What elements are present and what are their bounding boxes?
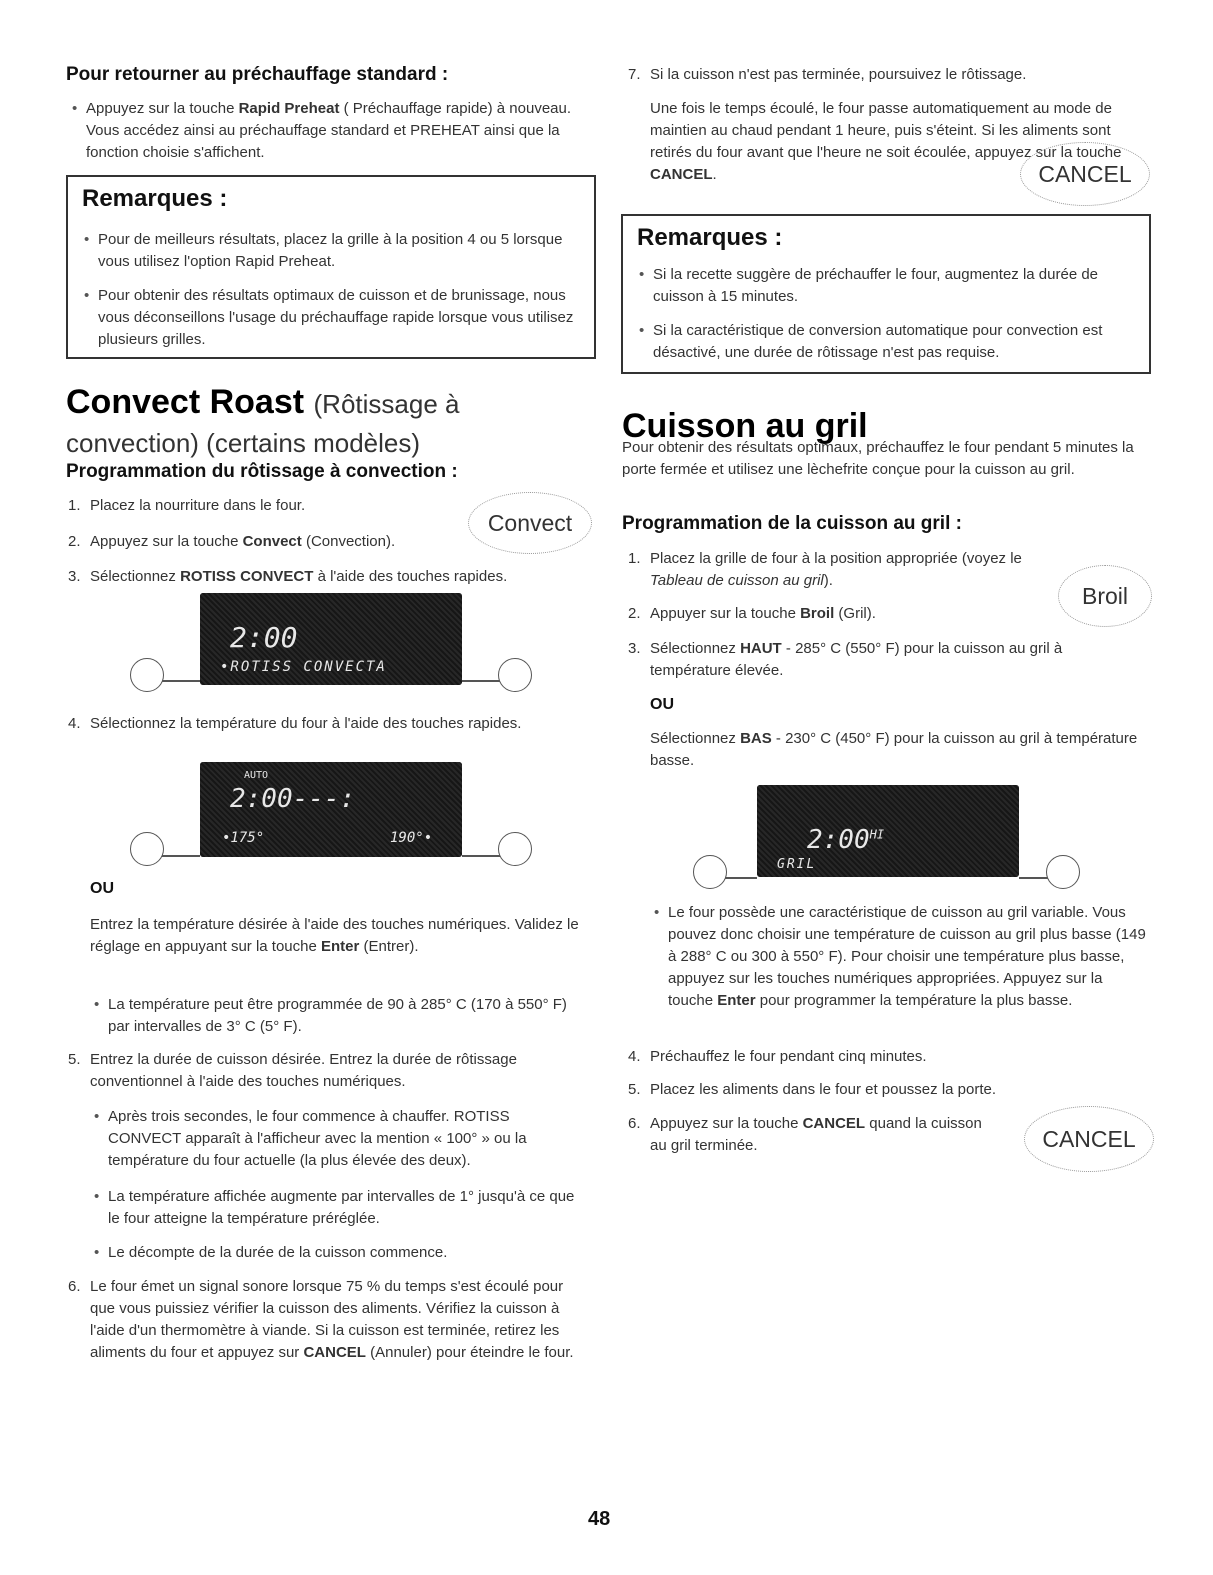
variable-text-c: pour programmer la température la plus basse. bbox=[755, 992, 1073, 1009]
left-knob-3[interactable] bbox=[693, 855, 727, 889]
convect-roast-title-line2: convection) (certains modèles) bbox=[66, 428, 421, 458]
display-2-time: 2:00---: bbox=[230, 784, 356, 814]
step-2-text-c: (Convection). bbox=[301, 533, 396, 550]
step-7-cancel-key: CANCEL bbox=[650, 166, 713, 183]
broil-step-6-key: CANCEL bbox=[802, 1115, 866, 1132]
knob-line bbox=[1019, 877, 1049, 879]
notes-item-1: • Si la recette suggère de préchauffer le four, augmentez la durée de cuisson à 15 minutes. bbox=[653, 264, 1133, 308]
broil-step-3-low bbox=[650, 728, 1140, 772]
temp-range-bullet: • La température peut être programmée de 90 à 285° C (170 à 550° F) par intervalles de 3° C (5° F). bbox=[108, 994, 578, 1038]
display-3-hi: HI bbox=[869, 827, 885, 842]
broil-step-2: 2. Appuyer sur la touche Broil (Gril). bbox=[628, 605, 876, 622]
broil-step-3: 3. Sélectionnez HAUT - 285° C (550° F) pour la cuisson au gril à température élevée. bbox=[628, 640, 1063, 679]
cancel-key-button-2[interactable]: CANCEL bbox=[1024, 1106, 1154, 1172]
title-light: (Rôtissage à bbox=[313, 389, 460, 419]
step-3: 3. Sélectionnez ROTISS CONVECT à l'aide des touches rapides. bbox=[68, 568, 508, 585]
broil-prog-heading: Programmation de la cuisson au gril : bbox=[622, 513, 962, 534]
display-2-auto: AUTO bbox=[244, 770, 269, 781]
title-main: Convect Roast bbox=[66, 383, 305, 421]
preheat-bullet bbox=[86, 98, 586, 164]
broil-step-6-a: Appuyez sur la touche bbox=[650, 1115, 803, 1132]
convect-key-button[interactable]: Convect bbox=[468, 492, 592, 554]
broil-low-key: BAS bbox=[740, 730, 772, 747]
step-5-text: Entrez la durée de cuisson désirée. Entrez la durée de rôtissage conventionnel à l'aide des touches numériques. bbox=[90, 1051, 517, 1090]
notes-title: Remarques : bbox=[82, 185, 228, 212]
step-5-bullet-3: • Le décompte de la durée de la cuisson commence. bbox=[108, 1242, 578, 1264]
broil-step-3-c: - 285° C (550° F) pour la cuisson au gril à température élevée. bbox=[650, 640, 1063, 679]
right-knob-3[interactable] bbox=[1046, 855, 1080, 889]
variable-text-a: Le four possède une caractéristique de cuisson au gril variable. Vous pouvez donc choisir une température de cuisson au gril plus basse (149 à 288° C ou 300 à 550° F). Pour choisir une température plus basse, appuyez sur les touches numériques appropriées. Appuyez sur la touche bbox=[668, 904, 1146, 1009]
broil-step-2-key: Broil bbox=[800, 605, 835, 622]
step-7: 7. Si la cuisson n'est pas terminée, poursuivez le rôtissage. bbox=[628, 66, 1027, 83]
broil-table-ref: Tableau de cuisson au gril bbox=[650, 572, 824, 589]
oven-display-3 bbox=[757, 785, 1019, 877]
display-3-time bbox=[807, 825, 884, 855]
broil-step-6: 6. Appuyez sur la touche CANCEL quand la cuisson au gril terminée. bbox=[628, 1115, 982, 1154]
broil-low-a: Sélectionnez bbox=[650, 730, 741, 747]
step-3-text-a: Sélectionnez bbox=[90, 568, 181, 585]
knob-line bbox=[462, 855, 500, 857]
right-knob-2[interactable] bbox=[498, 832, 532, 866]
right-knob-1[interactable] bbox=[498, 658, 532, 692]
broil-step-1-c: ). bbox=[823, 572, 833, 589]
broil-step-5: 5. Placez les aliments dans le four et poussez la porte. bbox=[628, 1081, 997, 1098]
preheat-heading: Pour retourner au préchauffage standard : bbox=[66, 64, 449, 85]
notes-box-right bbox=[621, 214, 1151, 374]
enter-paragraph bbox=[90, 914, 580, 958]
broil-step-1: 1. Placez la grille de four à la position appropriée (voyez le Tableau de cuisson au gril). bbox=[628, 550, 1022, 589]
step-2-text-a: Appuyez sur la touche bbox=[90, 533, 243, 550]
notes-item-2: • Si la caractéristique de conversion automatique pour convection est désactivé, une durée de rôtissage n'est pas requise. bbox=[653, 320, 1133, 364]
oven-display-2 bbox=[200, 762, 462, 857]
knob-line bbox=[162, 680, 200, 682]
enter-text-a: Entrez la température désirée à l'aide des touches numériques. Validez le réglage en appuyant sur la touche bbox=[90, 916, 579, 955]
display-2-temp-2: 190°• bbox=[390, 830, 433, 846]
variable-enter-key: Enter bbox=[717, 992, 756, 1009]
notes-box-left bbox=[66, 175, 596, 359]
display-3-time-value: 2:00 bbox=[807, 825, 870, 855]
broil-step-2-c: (Gril). bbox=[834, 605, 876, 622]
display-1-time: 2:00 bbox=[230, 621, 298, 654]
broil-key-button[interactable]: Broil bbox=[1058, 565, 1152, 627]
knob-line bbox=[725, 877, 757, 879]
knob-line bbox=[462, 680, 500, 682]
broil-step-5-text: Placez les aliments dans le four et poussez la porte. bbox=[650, 1081, 997, 1098]
oven-display-1 bbox=[200, 593, 462, 685]
step-5-bullet-2: • La température affichée augmente par intervalles de 1° jusqu'à ce que le four atteigne la température préréglée. bbox=[108, 1186, 578, 1230]
step-2-key: Convect bbox=[242, 533, 302, 550]
or-label-right: OU bbox=[650, 696, 674, 713]
step-1: 1. Placez la nourriture dans le four. bbox=[68, 497, 306, 514]
enter-text-c: (Entrer). bbox=[359, 938, 419, 955]
or-label-left: OU bbox=[90, 880, 114, 897]
display-2-temp-1: •175° bbox=[222, 830, 265, 846]
step-7-text: Si la cuisson n'est pas terminée, poursuivez le rôtissage. bbox=[650, 66, 1027, 83]
broil-step-4: 4. Préchauffez le four pendant cinq minutes. bbox=[628, 1048, 927, 1065]
step-7-para-c: . bbox=[712, 166, 717, 183]
step-4-text: Sélectionnez la température du four à l'aide des touches rapides. bbox=[90, 715, 522, 732]
notes-item-1: • Pour de meilleurs résultats, placez la grille à la position 4 ou 5 lorsque vous utilisez l'option Rapid Preheat. bbox=[98, 229, 578, 273]
left-knob-1[interactable] bbox=[130, 658, 164, 692]
broil-step-3-a: Sélectionnez bbox=[650, 640, 741, 657]
broil-intro: Pour obtenir des résultats optimaux, préchauffez le four pendant 5 minutes la porte fermée et utilisez une lèchefrite conçue pour la cuisson au gril. bbox=[622, 439, 1134, 478]
broil-step-3-key: HAUT bbox=[740, 640, 782, 657]
step-5-bullet-1: • Après trois secondes, le four commence à chauffer. ROTISS CONVECT apparaît à l'afficheur avec la mention « 100° » ou la température du four actuelle (la plus élevée des deux). bbox=[108, 1106, 578, 1172]
step-2: 2. Appuyez sur la touche Convect (Convection). bbox=[68, 533, 396, 550]
broil-step-4-text: Préchauffez le four pendant cinq minutes. bbox=[650, 1048, 927, 1065]
preheat-text-a: Appuyez sur la touche bbox=[86, 100, 239, 117]
broil-title: Cuisson au gril bbox=[622, 407, 868, 445]
step-7-para-a: Une fois le temps écoulé, le four passe automatiquement au mode de maintien au chaud pendant 1 heure, puis s'éteint. Si les aliments sont retirés du four avant que l'heure ne soit écoulée, appuyez sur la touche bbox=[650, 100, 1122, 161]
broil-low-c: - 230° C (450° F) pour la cuisson au gril à température basse. bbox=[650, 730, 1138, 769]
display-1-label: •ROTISS CONVECTA bbox=[220, 659, 387, 675]
notes-title: Remarques : bbox=[637, 224, 783, 251]
step-6-key: CANCEL bbox=[303, 1344, 366, 1361]
step-6-text-c: (Annuler) pour éteindre le four. bbox=[365, 1344, 574, 1361]
step-1-text: Placez la nourriture dans le four. bbox=[90, 497, 306, 514]
step-3-text-c: à l'aide des touches rapides. bbox=[313, 568, 508, 585]
left-knob-2[interactable] bbox=[130, 832, 164, 866]
cancel-key-button-1[interactable]: CANCEL bbox=[1020, 142, 1150, 206]
step-6-text-a: Le four émet un signal sonore lorsque 75 % du temps s'est écoulé pour que vous puissiez vérifier la cuisson des aliments. Vérifiez la cuisson à l'aide d'un thermomètre à viande. Si la cuisson est terminée, retirez les aliments du four et appuyez sur bbox=[90, 1278, 564, 1361]
display-3-label: GRIL bbox=[777, 857, 817, 872]
preheat-text-c: ( Préchauffage rapide) à nouveau. Vous accédez ainsi au préchauffage standard et PREHEAT ainsi que la fonction choisie s'affichent. bbox=[86, 100, 572, 161]
step-5: 5. Entrez la durée de cuisson désirée. Entrez la durée de rôtissage conventionnel à l'aide des touches numériques. bbox=[68, 1051, 517, 1090]
broil-step-1-a: Placez la grille de four à la position appropriée (voyez le bbox=[650, 550, 1022, 567]
preheat-key-name: Rapid Preheat bbox=[238, 100, 340, 117]
broil-step-6-c: quand la cuisson au gril terminée. bbox=[650, 1115, 982, 1154]
step-6: 6. Le four émet un signal sonore lorsque 75 % du temps s'est écoulé pour que vous puissiez vérifier la cuisson des aliments. Vérifiez la cuisson à l'aide d'un thermomètre à viande. Si la cuisson est terminée, retirez les aliments du four et appuyez sur CANCEL (Annuler) pour éteindre le four. bbox=[68, 1278, 574, 1361]
broil-step-2-a: Appuyer sur la touche bbox=[650, 605, 801, 622]
page-number: 48 bbox=[588, 1508, 611, 1530]
knob-line bbox=[162, 855, 200, 857]
enter-key: Enter bbox=[321, 938, 360, 955]
notes-item-2: • Pour obtenir des résultats optimaux de cuisson et de brunissage, nous vous déconseillons l'usage du préchauffage rapide lorsque vous utilisez plusieurs grilles. bbox=[98, 285, 578, 351]
convect-roast-title bbox=[66, 383, 459, 422]
step-4: 4. Sélectionnez la température du four à l'aide des touches rapides. bbox=[68, 715, 522, 732]
convect-prog-heading: Programmation du rôtissage à convection : bbox=[66, 461, 458, 482]
step-3-key: ROTISS CONVECT bbox=[180, 568, 314, 585]
variable-broil-bullet bbox=[668, 902, 1148, 1012]
